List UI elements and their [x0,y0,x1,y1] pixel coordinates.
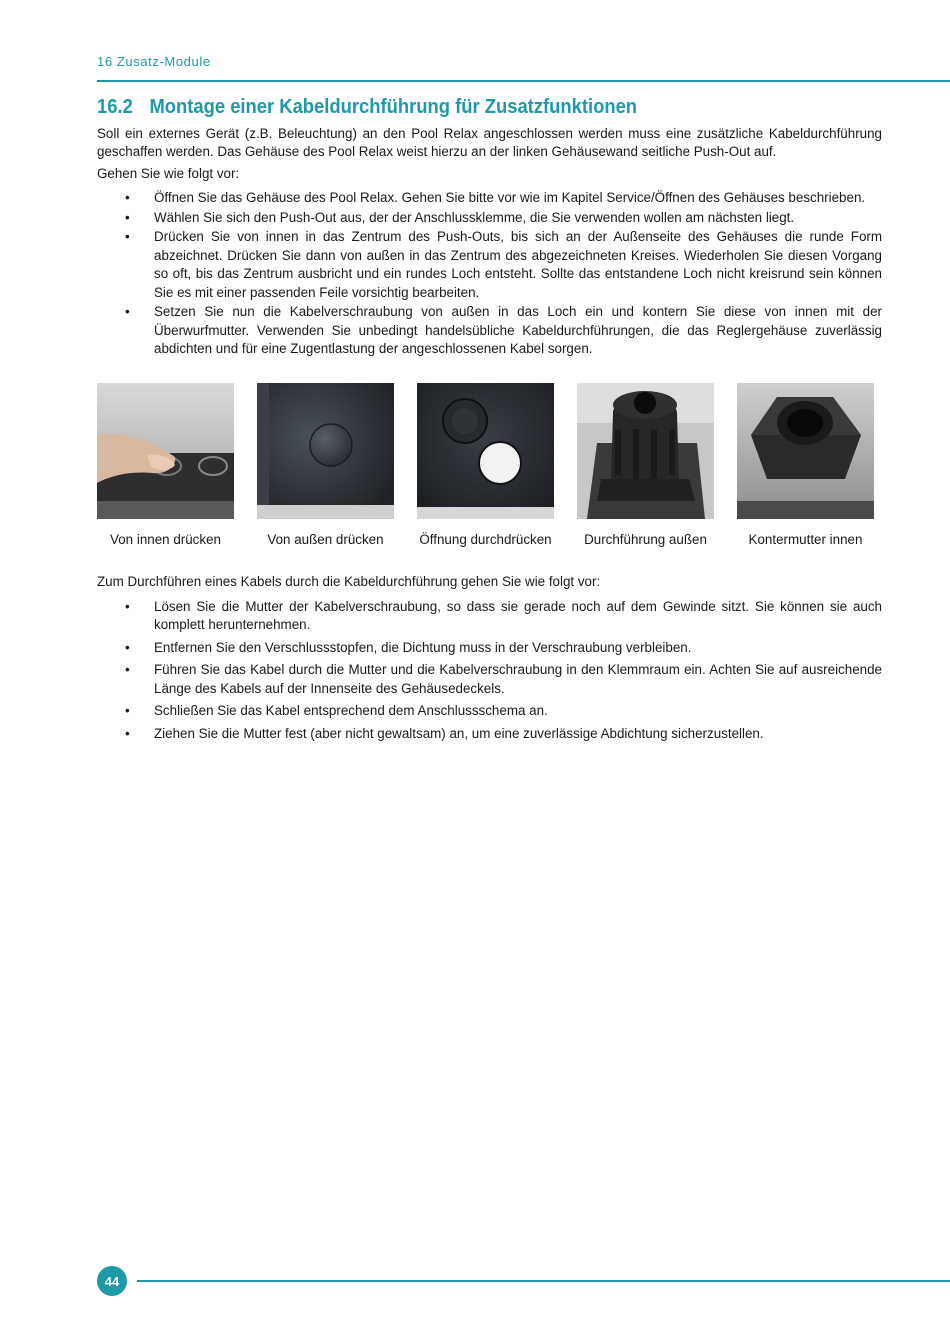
list-item: • Öffnen Sie das Gehäuse des Pool Relax. Gehen Sie bitte vor wie im Kapitel Service/Öffnen des Gehäuses beschrieben. [97,189,882,208]
photo-gland-outside [577,383,714,519]
list-item: • Lösen Sie die Mutter der Kabelverschraubung, so dass sie gerade noch auf dem Gewinde sitzt. Sie können sie auch komplett herunternehmen. [97,598,882,635]
photo-caption: Von außen drücken [267,531,384,547]
list-item: • Setzen Sie nun die Kabelverschraubung von außen in das Loch ein und kontern Sie diese von innen mit der Überwurfmutter. Verwenden Sie unbedingt handelsübliche Kabeldurchführungen, die das Reglergehäuse zuverlässig abdichten und für eine Zugentlastung der angeschlossenen Kabel sorgen. [97,303,882,359]
footer-rule [137,1280,950,1282]
list-item: • Ziehen Sie die Mutter fest (aber nicht gewaltsam) an, um eine zuverlässige Abdichtung sicherzustellen. [97,725,882,744]
photo-punch-through [417,383,554,519]
section-title: Montage einer Kabeldurchführung für Zusatzfunktionen [149,96,638,118]
page-content [97,98,882,747]
photo-counter-nut [737,383,874,519]
photo-item [417,383,554,550]
photo-item [737,383,874,550]
running-header: 16 Zusatz-Module [97,54,211,69]
steps-list [97,189,882,359]
section-number: 16.2 [97,96,133,118]
photo-strip [97,383,882,550]
photo-item [257,383,394,550]
photo-item [97,383,234,550]
page-number-badge: 44 [97,1266,127,1296]
photo-caption: Durchführung außen [584,531,707,547]
cable-section [97,573,882,743]
list-item: • Schließen Sie das Kabel entsprechend dem Anschlussschema an. [97,702,882,721]
list-item: • Führen Sie das Kabel durch die Mutter und die Kabelverschraubung in den Klemmraum ein. Achten Sie auf ausreichende Länge des Kabels auf der Innenseite des Gehäusedeckels. [97,661,882,698]
photo-caption: Von innen drücken [110,531,221,547]
photo-item [577,383,714,550]
photo-caption: Öffnung durchdrücken [419,531,552,547]
intro-paragraph: Soll ein externes Gerät (z.B. Beleuchtung) an den Pool Relax angeschlossen werden muss eine zusätzliche Kabeldurchführung geschaffen werden. Das Gehäuse des Pool Relax weist hierzu an der linken Gehäusewand seitliche Push-Out auf. [97,125,882,159]
list-item: • Entfernen Sie den Verschlussstopfen, die Dichtung muss in der Verschraubung verbleiben. [97,639,882,658]
header-rule [97,80,950,82]
list-item: • Drücken Sie von innen in das Zentrum des Push-Outs, bis sich an der Außenseite des Gehäuses die runde Form abzeichnet. Drücken Sie dann von außen in das Zentrum des abgezeichneten Kreises. Wiederholen Sie diesen Vorgang so oft, bis das Zentrum ausbricht und ein rundes Loch entsteht. Sollte das entstandene Loch nicht kreisrund sein können Sie es mit einer passenden Feile vorsichtig bearbeiten. [97,228,882,302]
section-heading [97,98,819,117]
cable-steps-list [97,598,882,744]
steps-intro: Gehen Sie wie folgt vor: [97,165,240,181]
photo-push-outside [257,383,394,519]
photo-push-inside [97,383,234,519]
cable-intro: Zum Durchführen eines Kabels durch die Kabeldurchführung gehen Sie wie folgt vor: [97,574,601,589]
list-item: • Wählen Sie sich den Push-Out aus, der der Anschlussklemme, die Sie verwenden wollen am nächsten liegt. [97,209,882,228]
photo-caption: Kontermutter innen [748,531,863,547]
